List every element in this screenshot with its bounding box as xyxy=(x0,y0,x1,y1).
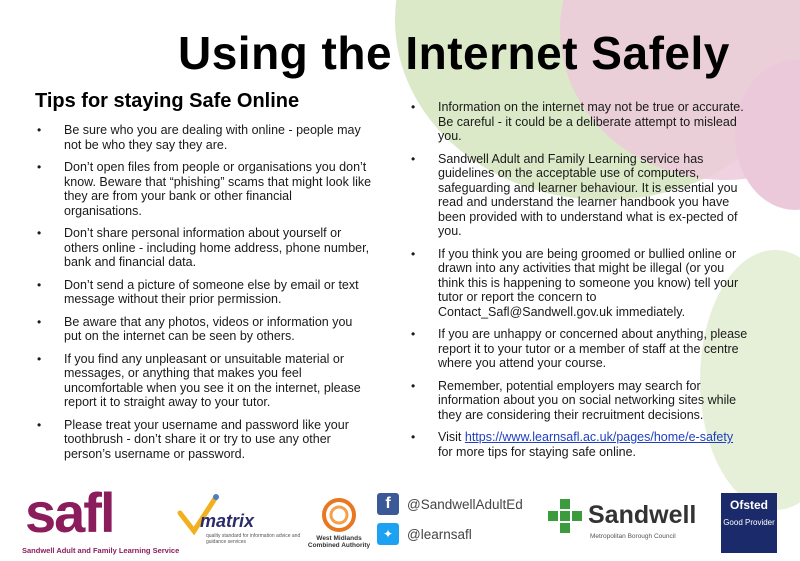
section-subtitle: Tips for staying Safe Online xyxy=(35,90,300,112)
sandwell-wordmark: Sandwell xyxy=(588,501,697,529)
visit-prefix: Visit xyxy=(438,430,465,444)
ofsted-grade: Good Provider xyxy=(723,518,775,527)
sandwell-logo xyxy=(548,499,718,549)
visit-tip-item xyxy=(411,430,751,459)
matrix-logo xyxy=(176,491,306,546)
tip-item: • Be aware that any photos, videos or information you put on the internet can be seen by others. xyxy=(37,315,372,344)
tip-item: • Be sure who you are dealing with online - people may not be who they say they are. xyxy=(37,123,372,152)
matrix-caption: quality standard for information advice and guidance services xyxy=(206,533,301,545)
tip-item: • If you find any unpleasant or unsuitable material or messages, or anything that makes you feel uncomfortable when you see it on the internet, please report it to straight away to your tutor. xyxy=(37,352,372,410)
ofsted-badge xyxy=(721,493,777,553)
social-handles xyxy=(377,491,537,551)
twitter-icon: ✦ xyxy=(377,523,399,545)
facebook-row[interactable] xyxy=(377,493,523,515)
facebook-icon: f xyxy=(377,493,399,515)
right-tips-list xyxy=(411,100,751,467)
tip-item: • Don’t share personal information about yourself or others online - including home address, phone number, bank and financial data. xyxy=(37,226,372,270)
page-title: Using the Internet Safely xyxy=(178,27,730,79)
ofsted-name: Ofsted xyxy=(729,498,768,512)
sandwell-squares-icon xyxy=(548,499,584,535)
twitter-handle: @learnsafl xyxy=(407,526,472,542)
tip-item: • Don’t open files from people or organisations you don’t know. Beware that “phishing” scams that might look like they are from your bank or other financial organisations. xyxy=(37,160,372,218)
tip-item: • If you think you are being groomed or bullied online or drawn into any activities that might be illegal (or you think this is happening to someone you know) tell your tutor or report the concern to Contact_Safl@Sandwell.gov.uk immediately. xyxy=(411,247,751,320)
wmca-caption: West Midlands Combined Authority xyxy=(307,535,371,549)
safl-logo: safl xyxy=(25,481,114,544)
tip-item: • Remember, potential employers may search for information about you on social networking sites while they are considering their recruitment decisions. xyxy=(411,379,751,423)
tip-item: • Please treat your username and password like your toothbrush - don’t share it or try to use any other person’s username or password. xyxy=(37,418,372,462)
esafety-link[interactable]: https://www.learnsafl.ac.uk/pages/home/e-safety xyxy=(464,430,734,444)
twitter-row[interactable] xyxy=(377,523,472,545)
footer-logos xyxy=(0,483,800,561)
left-tips-list xyxy=(37,123,372,469)
wmca-rings-icon xyxy=(303,495,375,535)
sandwell-caption: Metropolitan Borough Council xyxy=(590,533,676,540)
tip-item: • Sandwell Adult and Family Learning service has guidelines on the acceptable use of computers, safeguarding and learner behaviour. It is essential you read and understand the learner handbook you have been provided with to understand what is ex-pected of you. xyxy=(411,152,751,239)
facebook-handle: @SandwellAdultEd xyxy=(407,496,523,512)
tip-item: • Information on the internet may not be true or accurate. Be careful - it could be a deliberate attempt to mislead you. xyxy=(411,100,751,144)
tip-item: • Don’t send a picture of someone else by email or text message without their prior permission. xyxy=(37,278,372,307)
wmca-logo xyxy=(303,495,373,550)
visit-suffix: for more tips for staying safe online. xyxy=(438,444,637,459)
safl-caption: Sandwell Adult and Family Learning Service xyxy=(22,546,180,555)
tip-item: • If you are unhappy or concerned about anything, please report it to your tutor or a member of staff at the centre where you attend your course. xyxy=(411,327,751,371)
matrix-wordmark: matrix xyxy=(200,511,255,531)
